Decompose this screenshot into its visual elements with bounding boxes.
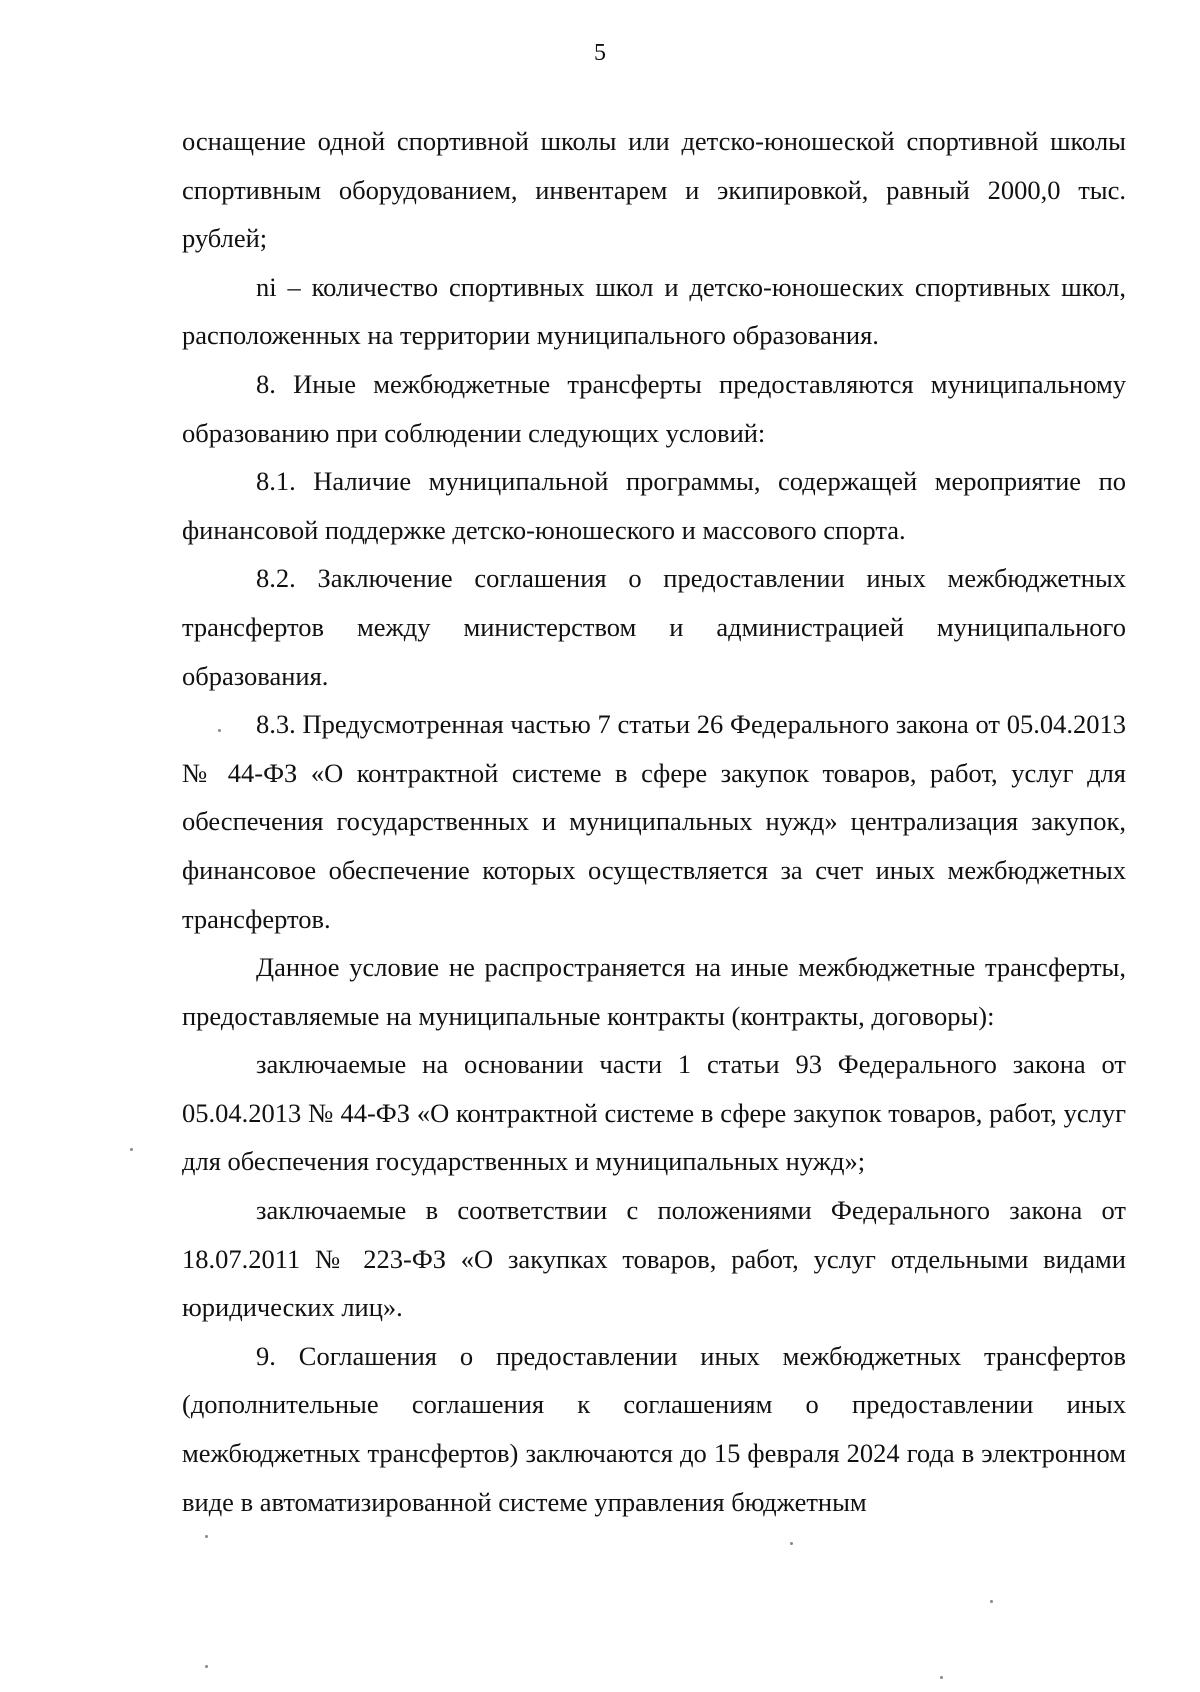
scan-speck	[990, 1600, 993, 1603]
paragraph-continuation: оснащение одной спортивной школы или детско-юношеской спортивной школы спортивным оборудованием, инвентарем и экипировкой, равный 2000,0 тыс. рублей;	[182, 126, 1126, 254]
scan-speck	[205, 1665, 208, 1668]
paragraph-exception-1: заключаемые на основании части 1 статьи 93 Федерального закона от 05.04.2013 № 44-ФЗ «О контрактной системе в сфере закупок товаров, работ, услуг для обеспечения государственных и муниципальных нужд»;	[182, 1049, 1126, 1177]
document-body	[182, 117, 1126, 1526]
scan-speck	[940, 1676, 943, 1679]
scan-speck	[205, 1535, 208, 1538]
page-number: 5	[594, 40, 606, 66]
paragraph-exception-2: заключаемые в соответствии с положениями Федерального закона от 18.07.2011 № 223-ФЗ «О закупках товаров, работ, услуг отдельными видами юридических лиц».	[182, 1195, 1126, 1323]
paragraph-clause-8-1: 8.1. Наличие муниципальной программы, содержащей мероприятие по финансовой поддержке детско-юношеского и массового спорта.	[182, 466, 1126, 545]
paragraph-exception: Данное условие не распространяется на иные межбюджетные трансферты, предоставляемые на муниципальные контракты (контракты, договоры):	[182, 952, 1126, 1031]
scan-speck	[130, 1148, 133, 1151]
paragraph-clause-8: 8. Иные межбюджетные трансферты предоставляются муниципальному образованию при соблюдении следующих условий:	[182, 368, 1126, 448]
paragraph-clause-8-3: 8.3. Предусмотренная частью 7 статьи 26 Федерального закона от 05.04.2013 № 44-ФЗ «О контрактной системе в сфере закупок товаров, работ, услуг для обеспечения государственных и муниципальных нужд» централизация закупок, финансовое обеспечение которых осуществляется за счет иных межбюджетных трансфертов.	[182, 709, 1126, 934]
scan-speck	[218, 729, 221, 732]
paragraph-ni-definition: ni – количество спортивных школ и детско-юношеских спортивных школ, расположенных на территории муниципального образования.	[182, 271, 1126, 351]
scan-speck	[790, 1542, 793, 1545]
paragraph-clause-9: 9. Соглашения о предоставлении иных межбюджетных трансфертов (дополнительные соглашения к соглашениям о предоставлении иных межбюджетных трансфертов) заключаются до 15 февраля 2024 года в электронном виде в автоматизированной системе управления бюджетным	[182, 1340, 1126, 1517]
paragraph-clause-8-2: 8.2. Заключение соглашения о предоставлении иных межбюджетных трансфертов между министерством и администрацией муниципального образования.	[182, 563, 1126, 691]
